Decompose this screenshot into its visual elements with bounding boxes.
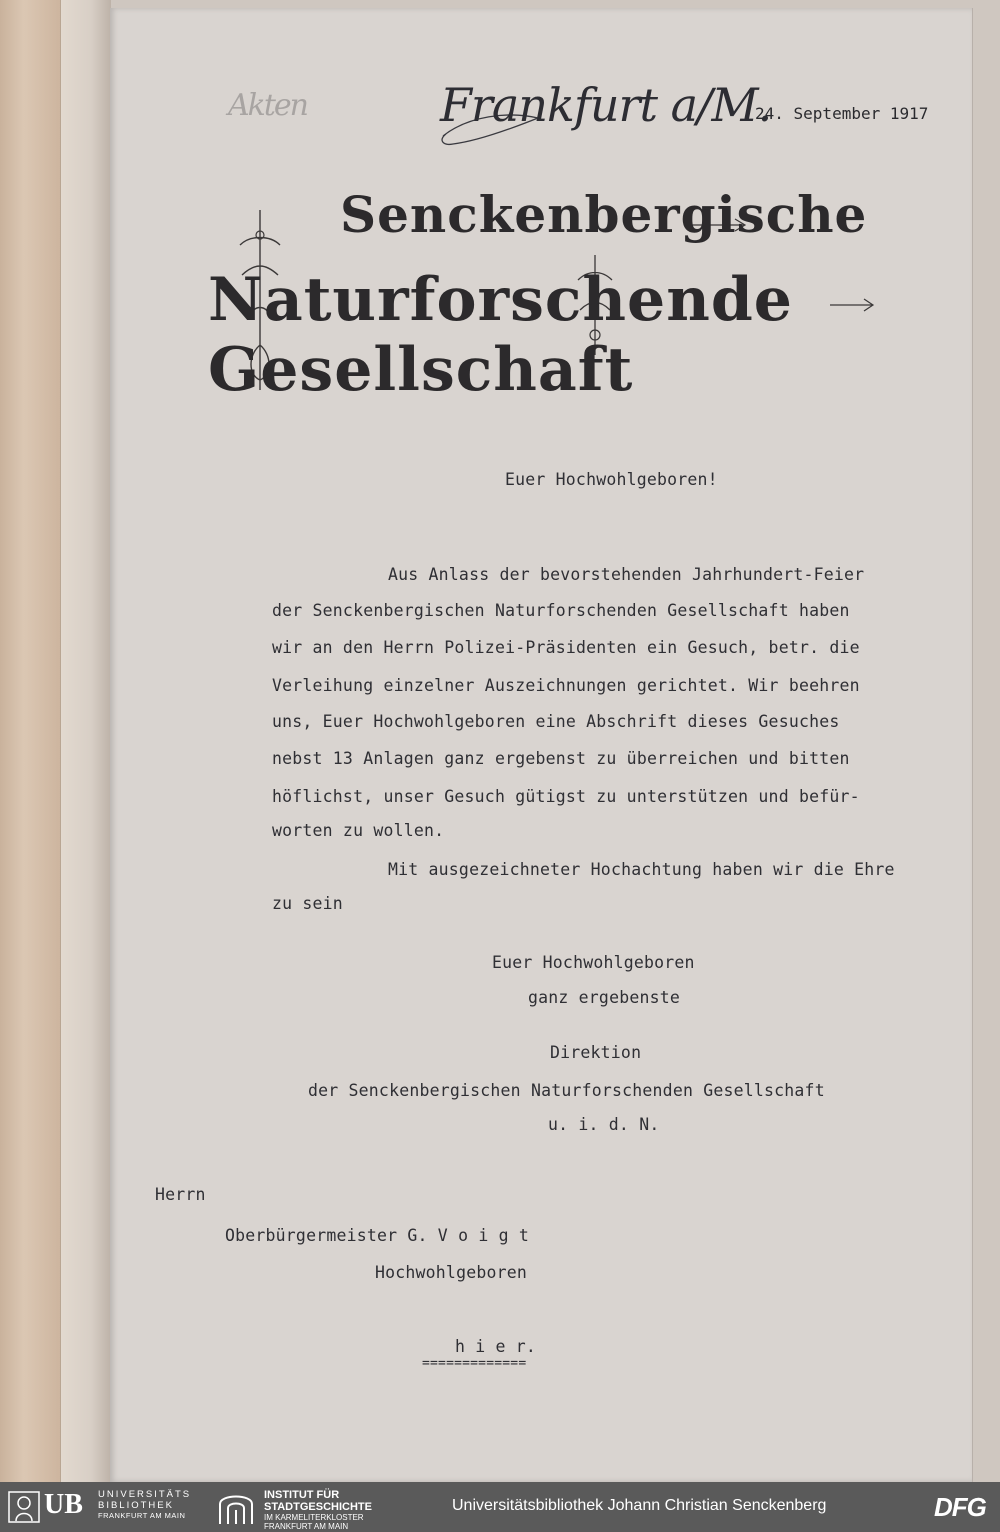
footer-caption: Universitätsbibliothek Johann Christian Senckenberg bbox=[452, 1497, 827, 1514]
ub-line: BIBLIOTHEK bbox=[98, 1499, 174, 1511]
letter-date: 24. September 1917 bbox=[755, 104, 929, 123]
isg-line: STADTGESCHICHTE bbox=[264, 1501, 372, 1513]
sign-line: u. i. d. N. bbox=[548, 1115, 660, 1134]
body-line: uns, Euer Hochwohlgeboren eine Abschrift dieses Gesuches bbox=[272, 712, 840, 731]
address-line: Herrn bbox=[155, 1185, 206, 1204]
isg-arch-icon bbox=[216, 1490, 256, 1524]
footer-bar bbox=[0, 1482, 1000, 1532]
pencil-note: Akten bbox=[228, 88, 307, 123]
letterhead-city: Frankfurt a/M. bbox=[440, 78, 772, 132]
body-line: nebst 13 Anlagen ganz ergebenst zu überreichen und bitten bbox=[272, 749, 850, 768]
isg-name bbox=[264, 1489, 372, 1531]
closing-line: Mit ausgezeichneter Hochachtung haben wir die Ehre bbox=[388, 860, 895, 879]
binding-spine bbox=[0, 0, 60, 1482]
isg-line: INSTITUT FÜR bbox=[264, 1489, 340, 1501]
ub-short-logo: UB bbox=[44, 1489, 83, 1520]
isg-line: FRANKFURT AM MAIN bbox=[264, 1522, 349, 1531]
ub-line: UNIVERSITÄTS bbox=[98, 1489, 192, 1500]
salutation: Euer Hochwohlgeboren! bbox=[505, 470, 718, 489]
body-line: worten zu wollen. bbox=[272, 821, 445, 840]
sign-line: der Senckenbergischen Naturforschenden Gesellschaft bbox=[308, 1081, 825, 1100]
ub-name bbox=[98, 1490, 191, 1522]
letterhead-org-line1: Senckenbergische bbox=[340, 185, 868, 244]
underline-rule: ============= bbox=[422, 1356, 527, 1371]
body-line: Aus Anlass der bevorstehenden Jahrhundert-Feier bbox=[388, 565, 865, 584]
body-line: wir an den Herrn Polizei-Präsidenten ein Gesuch, betr. die bbox=[272, 638, 860, 657]
sign-line: Euer Hochwohlgeboren bbox=[492, 953, 695, 972]
address-line: Oberbürgermeister G. V o i g t bbox=[225, 1226, 530, 1245]
sign-line: ganz ergebenste bbox=[528, 988, 681, 1007]
body-line: der Senckenbergischen Naturforschenden Gesellschaft haben bbox=[272, 601, 850, 620]
body-line: Verleihung einzelner Auszeichnungen gerichtet. Wir beehren bbox=[272, 676, 860, 695]
closing-line: zu sein bbox=[272, 894, 343, 913]
sign-line: Direktion bbox=[550, 1043, 642, 1062]
letterhead-org-line2: Naturforschende Gesellschaft bbox=[208, 265, 793, 405]
binding-edge bbox=[60, 0, 111, 1482]
isg-line: IM KARMELITERKLOSTER bbox=[264, 1513, 364, 1522]
address-line: h i e r. bbox=[455, 1337, 537, 1356]
dfg-logo: DFG bbox=[934, 1492, 986, 1522]
body-line: höflichst, unser Gesuch gütigst zu unterstützen und befür- bbox=[272, 787, 860, 806]
ub-line: FRANKFURT AM MAIN bbox=[98, 1511, 186, 1520]
address-line: Hochwohlgeboren bbox=[375, 1263, 528, 1282]
